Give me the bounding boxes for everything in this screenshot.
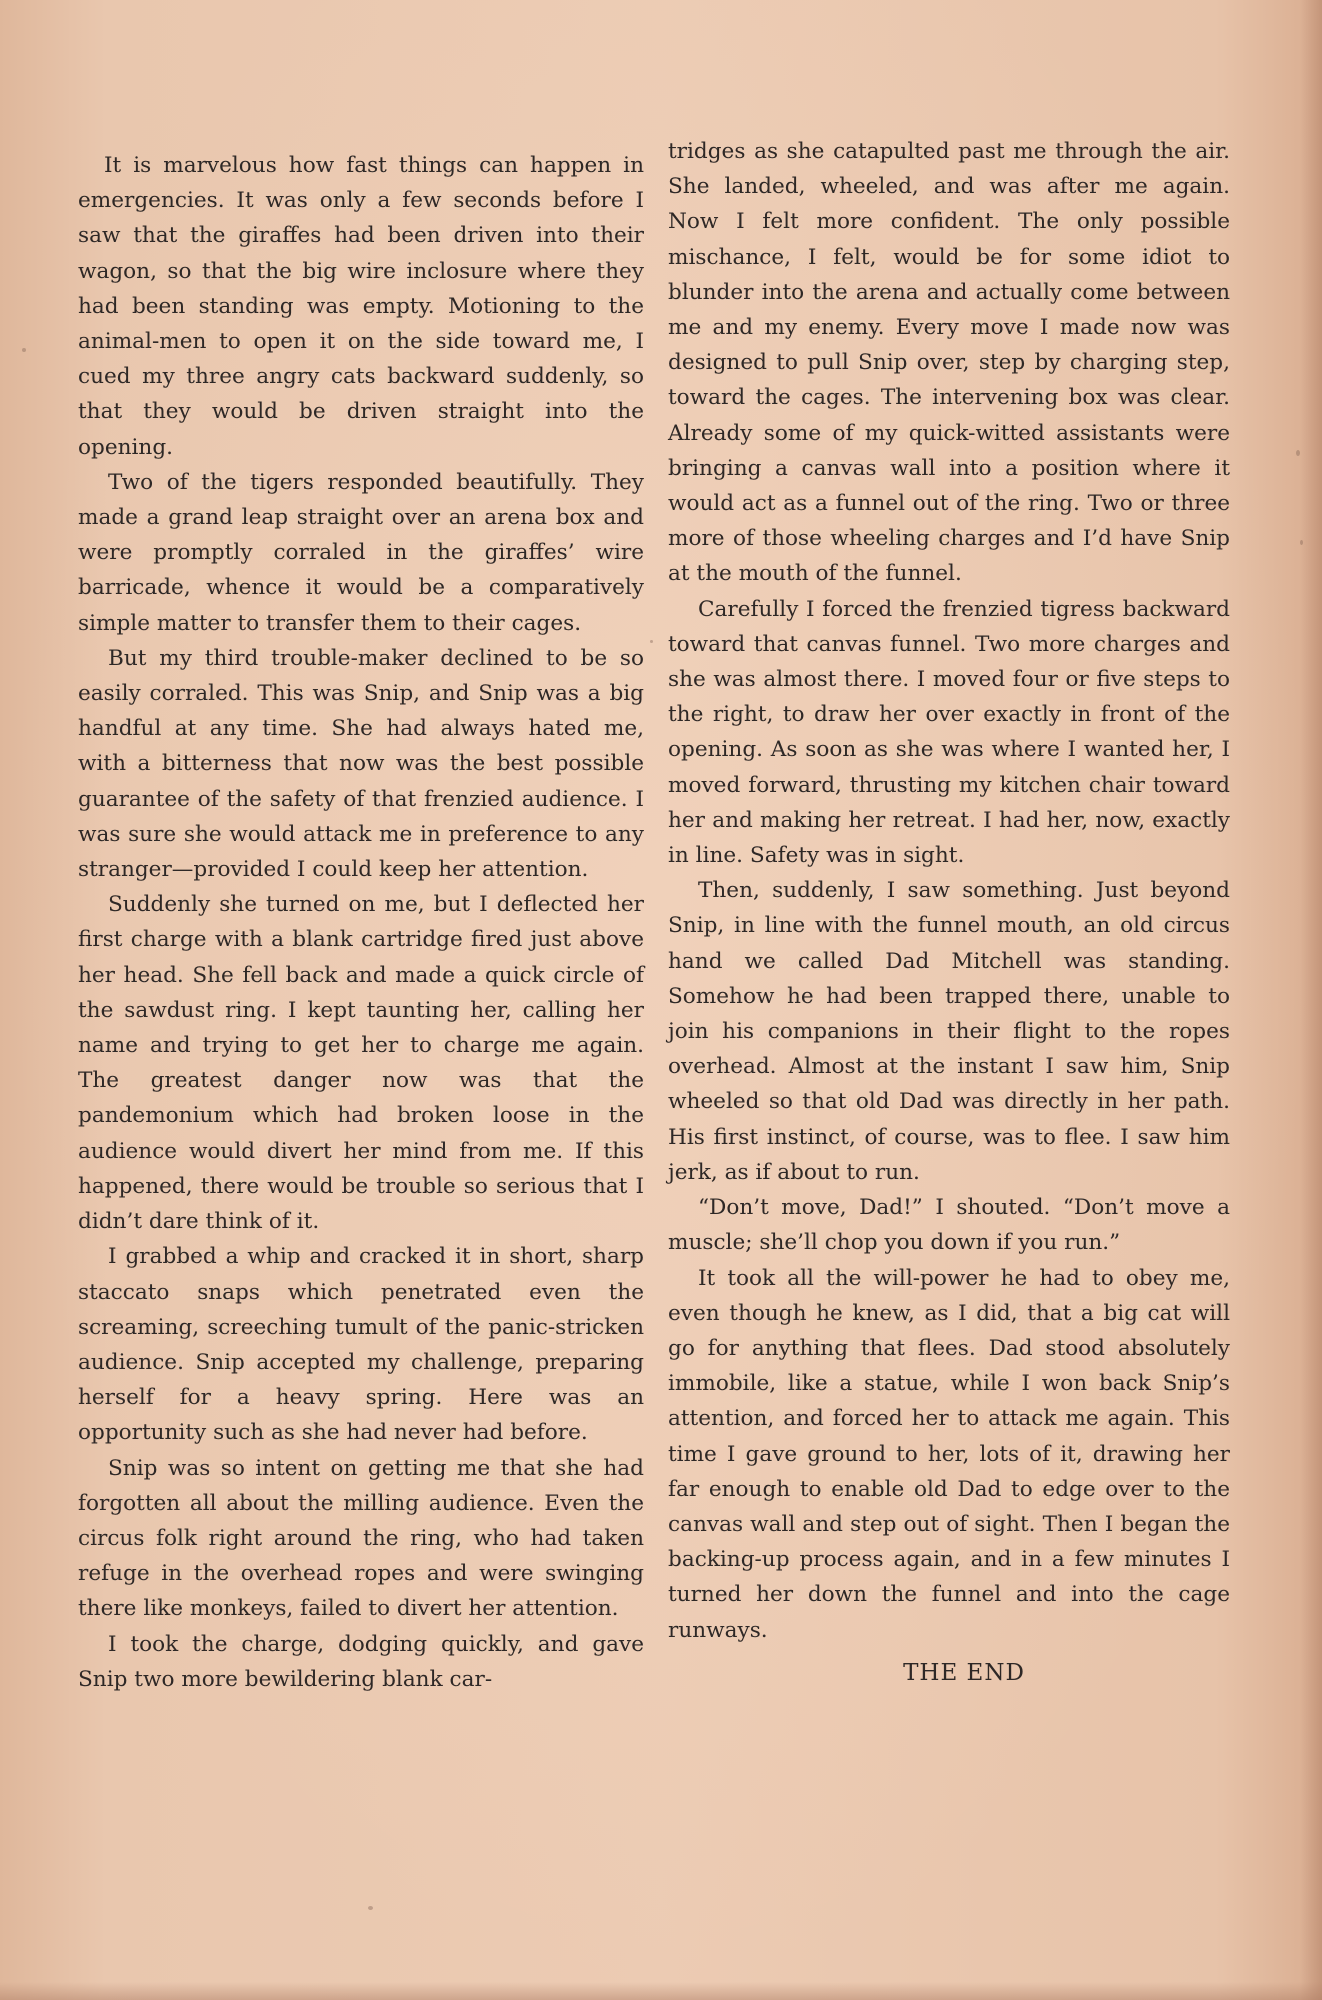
paragraph: Then, suddenly, I saw something. Just beyond Snip, in line with the funnel mouth, an old circus hand we called Dad Mitchell was standing. Somehow he had been trapped there, unable to join his companions in their flight to the ropes overhead. Almost at the instant I saw him, Snip wheeled so that old Dad was directly in her path. His first instinct, of course, was to flee. I saw him jerk, as if about to run.: [668, 878, 1230, 1185]
paragraph-continuation: tridges as she catapulted past me through the air. She landed, wheeled, and was after me again. Now I felt more confident. The only possible mischance, I felt, would be for some idiot to blunder into the arena and actually come between me and my enemy. Every move I made now was designed to pull Snip over, step by charging step, toward the cages. The intervening box was clear. Already some of my quick-witted assistants were bringing a canvas wall into a position where it would act as a funnel out of the ring. Two or three more of those wheeling charges and I’d have Snip at the mouth of the funnel.: [668, 139, 1230, 587]
page-bottom-shadow: [0, 1982, 1322, 2000]
paragraph: “Don’t move, Dad!” I shouted. “Don’t move a muscle; she’ll chop you down if you run.”: [668, 1195, 1230, 1256]
paper-speck: [22, 348, 26, 352]
paragraph: I grabbed a whip and cracked it in short, sharp staccato snaps which penetrated even the screaming, screeching tumult of the panic-stricken audience. Snip accepted my challenge, preparing herself for a heavy spring. Here was an opportunity such as she had never had before.: [78, 1244, 644, 1446]
paragraph: Carefully I forced the frenzied tigress backward toward that canvas funnel. Two more charges and she was almost there. I moved four or five steps to the right, to draw her over exactly in front of the opening. As soon as she was where I wanted her, I moved forward, thrusting my kitchen chair toward her and making her retreat. I had her, now, exactly in line. Safety was in sight.: [668, 596, 1230, 869]
paragraph: It took all the will-power he had to obey me, even though he knew, as I did, that a big cat will go for anything that flees. Dad stood absolutely immobile, like a statue, while I won back Snip’s attention, and forced her to attack me again. This time I gave ground to her, lots of it, drawing her far enough to enable old Dad to edge over to the canvas wall and step out of sight. Then I began the backing-up process again, and in a few minutes I turned her down the funnel and into the cage runways.: [668, 1265, 1230, 1643]
paper-speck: [1296, 450, 1300, 456]
paragraph: I took the charge, dodging quickly, and gave Snip two more bewildering blank car-: [78, 1631, 644, 1692]
paragraph: It is marvelous how fast things can happen in emergencies. It was only a few seconds before I saw that the giraffes had been driven into their wagon, so that the big wire inclosure where they had been standing was empty. Motioning to the animal-men to open it on the side toward me, I cued my three angry cats backward suddenly, so that they would be driven straight into the opening.: [78, 153, 644, 460]
right-text-column: [668, 134, 1230, 1691]
paragraph: Suddenly she turned on me, but I deflected her first charge with a blank cartridge fired just above her head. She fell back and made a quick circle of the sawdust ring. I kept taunting her, calling her name and trying to get her to charge me again. The greatest danger now was that the pandemonium which had broken loose in the audience would divert her mind from me. If this happened, there would be trouble so serious that I didn’t dare think of it.: [78, 892, 644, 1235]
paragraph: Snip was so intent on getting me that she had forgotten all about the milling audience. Even the circus folk right around the ring, who had taken refuge in the overhead ropes and were swinging there like monkeys, failed to divert her attention.: [78, 1455, 644, 1622]
paper-speck: [1300, 540, 1303, 545]
left-text-column: [78, 148, 644, 1697]
paper-speck: [368, 1906, 373, 1910]
paragraph: But my third trouble-maker declined to be so easily corraled. This was Snip, and Snip was a big handful at any time. She had always hated me, with a bitterness that now was the best possible guarantee of the safety of that frenzied audience. I was sure she would attack me in preference to any stranger—provided I could keep her attention.: [78, 645, 644, 883]
paper-speck: [650, 640, 653, 643]
page-edge-shadow: [1300, 0, 1322, 2000]
end-marker: THE END: [903, 1659, 1025, 1686]
paragraph: Two of the tigers responded beautifully. They made a grand leap straight over an arena box and were promptly corraled in the giraffes’ wire barricade, whence it would be a comparatively simple matter to transfer them to their cages.: [78, 469, 644, 636]
